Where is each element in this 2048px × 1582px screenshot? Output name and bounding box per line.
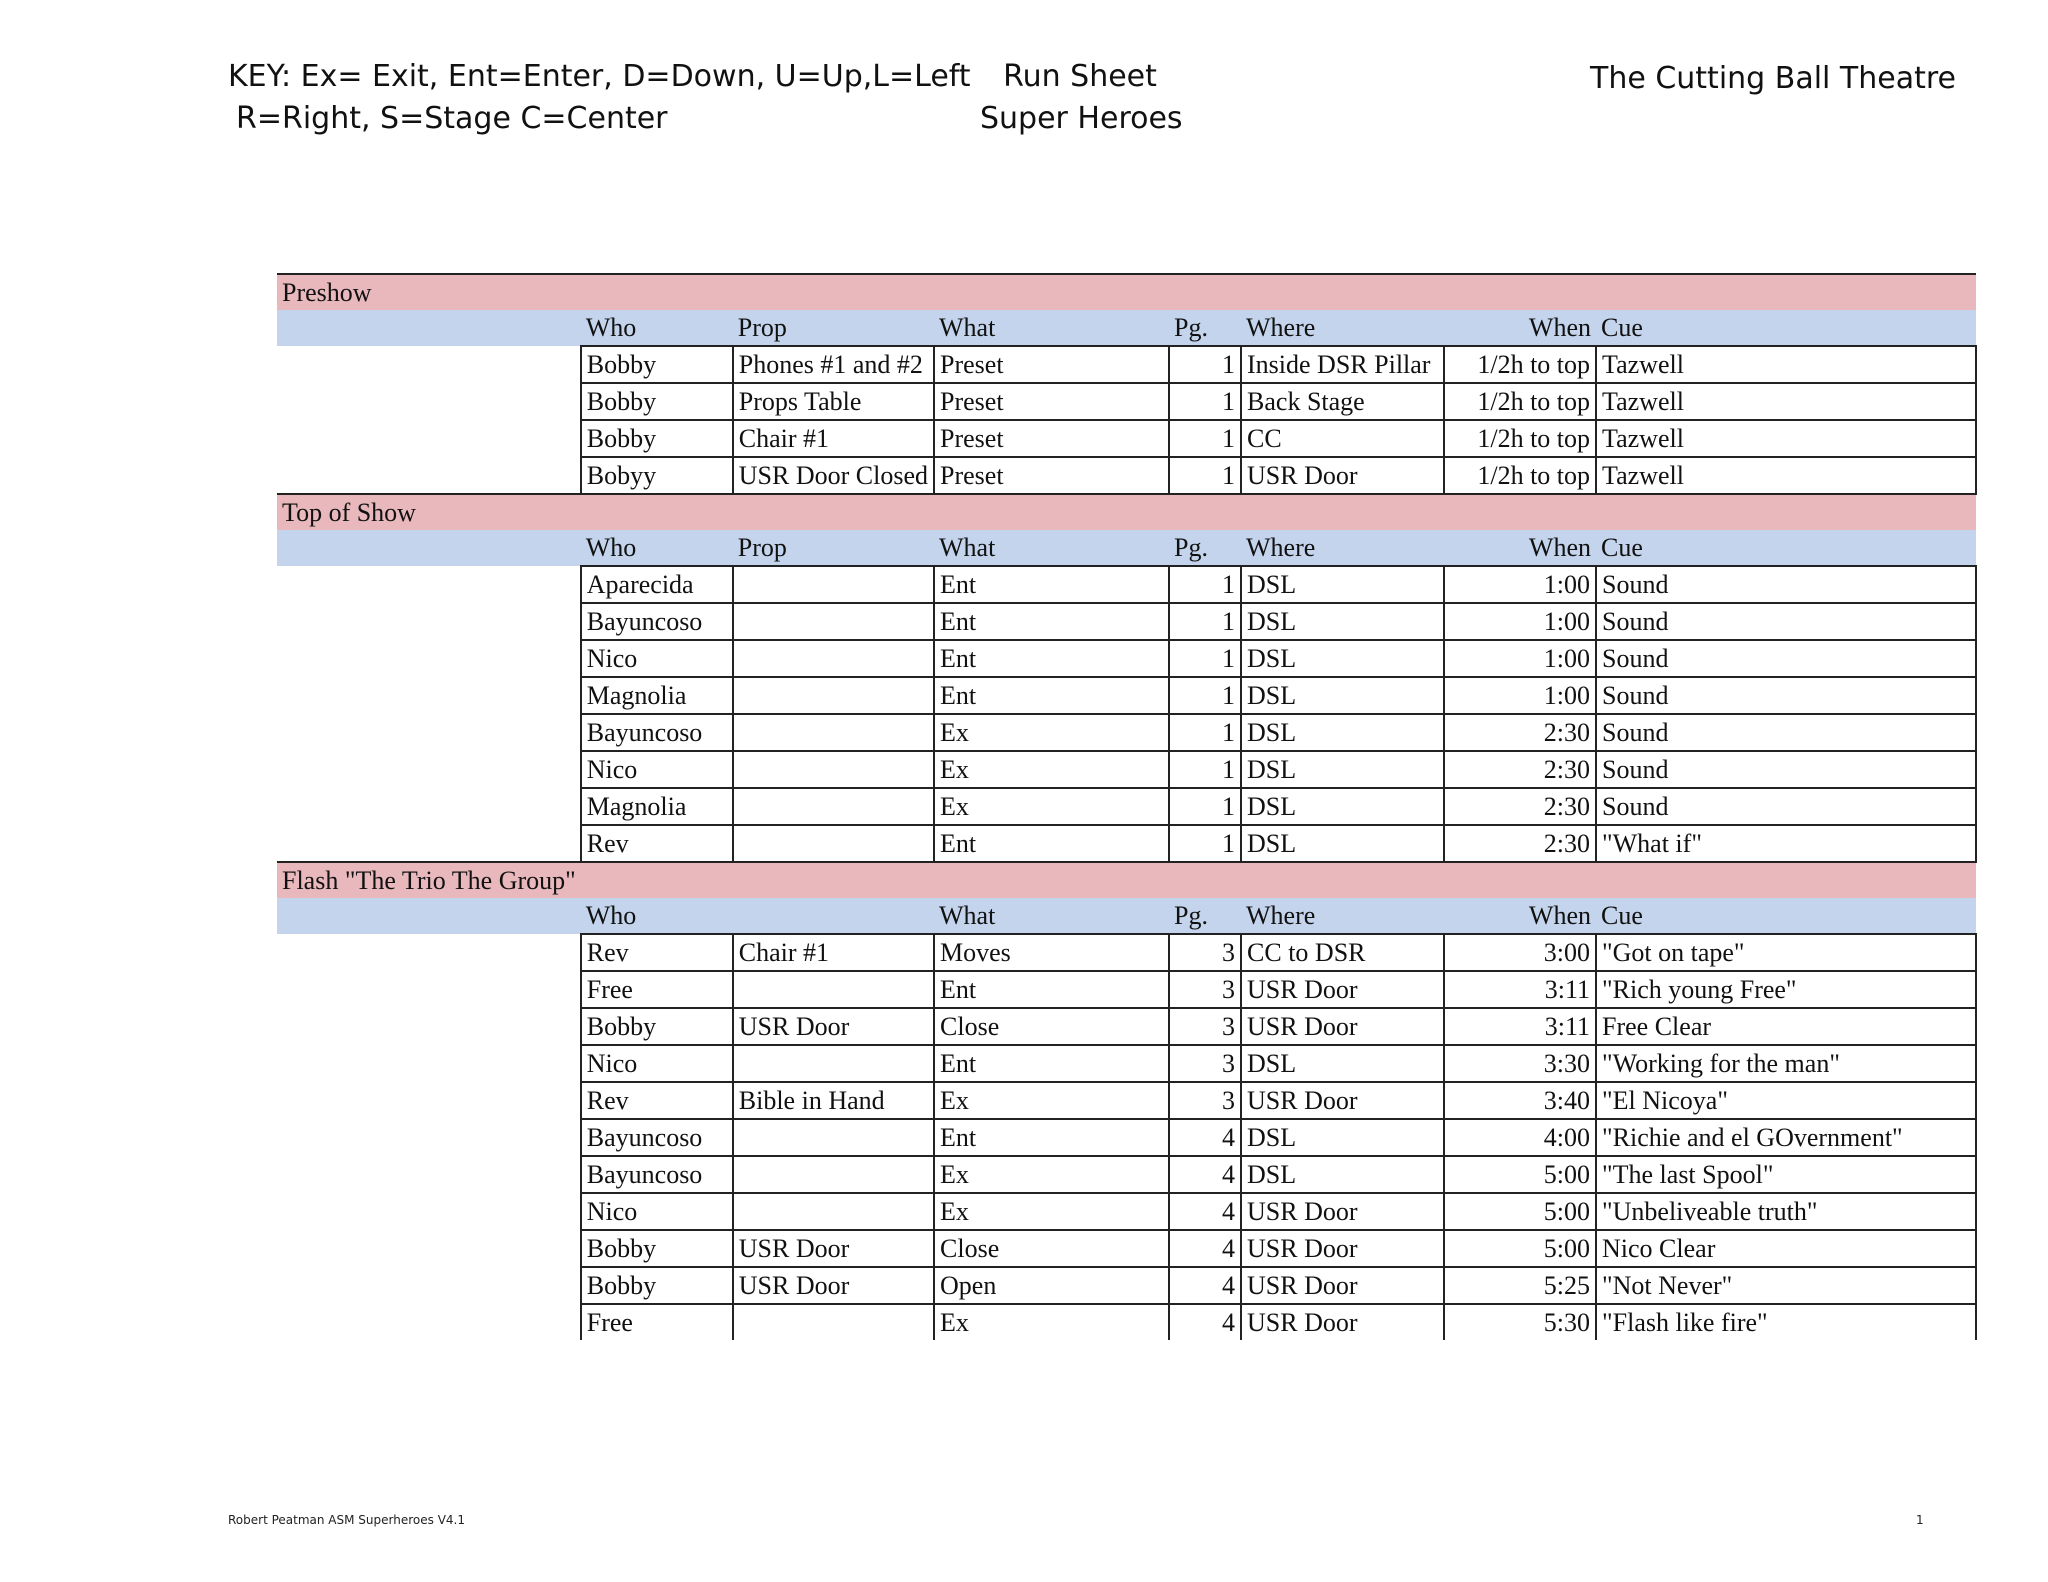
key-line-2: R=Right, S=Stage C=Center — [236, 101, 668, 136]
cell-pg: 4 — [1169, 1156, 1241, 1193]
cell-when: 3:30 — [1444, 1045, 1596, 1082]
cell-what: Ent — [934, 1119, 1169, 1156]
section-header-row — [277, 862, 1976, 898]
row-spacer — [277, 1267, 581, 1304]
row-spacer — [277, 1230, 581, 1267]
cell-what: Ex — [934, 1304, 1169, 1340]
cell-pg: 3 — [1169, 934, 1241, 971]
cell-cue: Sound — [1596, 603, 1976, 640]
cell-pg: 3 — [1169, 1082, 1241, 1119]
cell-who: Bobby — [581, 346, 733, 383]
section-band — [581, 494, 1976, 530]
row-spacer — [277, 1082, 581, 1119]
cell-when: 1/2h to top — [1444, 457, 1596, 494]
cell-who: Free — [581, 971, 733, 1008]
cell-what: Ent — [934, 640, 1169, 677]
cell-prop: USR Door — [733, 1267, 934, 1304]
cell-pg: 4 — [1169, 1267, 1241, 1304]
cell-when: 3:40 — [1444, 1082, 1596, 1119]
cell-who: Bayuncoso — [581, 1156, 733, 1193]
column-header-pg: Pg. — [1169, 310, 1241, 346]
cell-where: DSL — [1241, 751, 1444, 788]
row-spacer — [277, 1304, 581, 1340]
cell-cue: Tazwell — [1596, 383, 1976, 420]
section-header-row — [277, 274, 1976, 310]
cell-pg: 4 — [1169, 1304, 1241, 1340]
row-spacer — [277, 788, 581, 825]
cell-what: Moves — [934, 934, 1169, 971]
cell-when: 5:00 — [1444, 1193, 1596, 1230]
column-header-spacer — [277, 310, 581, 346]
cell-what: Ex — [934, 788, 1169, 825]
table-row — [277, 420, 1976, 457]
cell-when: 2:30 — [1444, 825, 1596, 862]
cell-who: Bayuncoso — [581, 603, 733, 640]
cell-what: Ent — [934, 603, 1169, 640]
cell-prop: USR Door — [733, 1230, 934, 1267]
cell-where: Back Stage — [1241, 383, 1444, 420]
cell-where: DSL — [1241, 1045, 1444, 1082]
cell-who: Nico — [581, 640, 733, 677]
cell-who: Bayuncoso — [581, 1119, 733, 1156]
cell-when: 3:00 — [1444, 934, 1596, 971]
column-header-prop — [733, 898, 934, 934]
cell-prop: Phones #1 and #2 — [733, 346, 934, 383]
run-sheet-table — [277, 273, 1977, 1340]
table-row — [277, 1008, 1976, 1045]
cell-when: 1:00 — [1444, 677, 1596, 714]
cell-pg: 1 — [1169, 677, 1241, 714]
column-header-row — [277, 530, 1976, 566]
cell-who: Bobby — [581, 383, 733, 420]
column-header-cue: Cue — [1596, 310, 1976, 346]
cell-where: USR Door — [1241, 1267, 1444, 1304]
cell-who: Nico — [581, 1045, 733, 1082]
sheet-title — [980, 56, 1183, 140]
table-row — [277, 971, 1976, 1008]
cell-cue: Tazwell — [1596, 420, 1976, 457]
cell-what: Ex — [934, 1082, 1169, 1119]
table-row — [277, 1156, 1976, 1193]
column-header-when: When — [1444, 530, 1596, 566]
cell-what: Ent — [934, 1045, 1169, 1082]
cell-what: Close — [934, 1230, 1169, 1267]
cell-where: DSL — [1241, 825, 1444, 862]
column-header-where: Where — [1241, 898, 1444, 934]
cell-prop — [733, 677, 934, 714]
cell-pg: 4 — [1169, 1230, 1241, 1267]
cell-where: DSL — [1241, 788, 1444, 825]
table-row — [277, 1082, 1976, 1119]
cell-pg: 3 — [1169, 1045, 1241, 1082]
cell-who: Bayuncoso — [581, 714, 733, 751]
cell-cue: Sound — [1596, 677, 1976, 714]
table-row — [277, 751, 1976, 788]
cell-pg: 1 — [1169, 640, 1241, 677]
cell-who: Rev — [581, 1082, 733, 1119]
cell-where: CC to DSR — [1241, 934, 1444, 971]
row-spacer — [277, 1193, 581, 1230]
cell-where: DSL — [1241, 1119, 1444, 1156]
key-legend — [228, 56, 971, 140]
column-header-who: Who — [581, 530, 733, 566]
column-header-row — [277, 310, 1976, 346]
cell-cue: "The last Spool" — [1596, 1156, 1976, 1193]
cell-prop: Bible in Hand — [733, 1082, 934, 1119]
key-line-1: KEY: Ex= Exit, Ent=Enter, D=Down, U=Up,L=Left — [228, 59, 971, 94]
column-header-what: What — [934, 898, 1169, 934]
section-header-row — [277, 494, 1976, 530]
section-band — [581, 862, 1976, 898]
table-row — [277, 457, 1976, 494]
cell-what: Ent — [934, 677, 1169, 714]
cell-who: Bobby — [581, 420, 733, 457]
column-header-cue: Cue — [1596, 898, 1976, 934]
column-header-who: Who — [581, 310, 733, 346]
cell-when: 2:30 — [1444, 788, 1596, 825]
cell-cue: "What if" — [1596, 825, 1976, 862]
cell-where: USR Door — [1241, 457, 1444, 494]
section-name: Flash "The Trio The Group" — [277, 862, 581, 898]
cell-where: DSL — [1241, 603, 1444, 640]
cell-who: Nico — [581, 1193, 733, 1230]
cell-where: DSL — [1241, 1156, 1444, 1193]
section-name: Preshow — [277, 274, 581, 310]
cell-pg: 1 — [1169, 420, 1241, 457]
cell-when: 3:11 — [1444, 971, 1596, 1008]
row-spacer — [277, 934, 581, 971]
cell-cue: "Got on tape" — [1596, 934, 1976, 971]
cell-when: 1:00 — [1444, 566, 1596, 603]
cell-cue: "Not Never" — [1596, 1267, 1976, 1304]
cell-prop — [733, 1119, 934, 1156]
cell-prop — [733, 1156, 934, 1193]
table-row — [277, 1230, 1976, 1267]
cell-what: Open — [934, 1267, 1169, 1304]
cell-prop — [733, 971, 934, 1008]
cell-prop — [733, 825, 934, 862]
cell-pg: 1 — [1169, 346, 1241, 383]
cell-when: 1/2h to top — [1444, 420, 1596, 457]
cell-cue: Sound — [1596, 788, 1976, 825]
table-row — [277, 566, 1976, 603]
cell-prop — [733, 603, 934, 640]
cell-when: 5:30 — [1444, 1304, 1596, 1340]
cell-where: USR Door — [1241, 1230, 1444, 1267]
cell-who: Magnolia — [581, 788, 733, 825]
table-row — [277, 1304, 1976, 1340]
column-header-prop: Prop — [733, 310, 934, 346]
column-header-spacer — [277, 898, 581, 934]
cell-pg: 1 — [1169, 383, 1241, 420]
column-header-row — [277, 898, 1976, 934]
column-header-cue: Cue — [1596, 530, 1976, 566]
row-spacer — [277, 825, 581, 862]
cell-prop: USR Door Closed — [733, 457, 934, 494]
cell-what: Ex — [934, 714, 1169, 751]
cell-when: 2:30 — [1444, 714, 1596, 751]
cell-prop — [733, 566, 934, 603]
cell-where: DSL — [1241, 714, 1444, 751]
cell-where: DSL — [1241, 677, 1444, 714]
cell-pg: 4 — [1169, 1119, 1241, 1156]
row-spacer — [277, 1156, 581, 1193]
cell-cue: Sound — [1596, 751, 1976, 788]
cell-who: Bobby — [581, 1008, 733, 1045]
cell-where: DSL — [1241, 640, 1444, 677]
table-row — [277, 1267, 1976, 1304]
row-spacer — [277, 714, 581, 751]
cell-where: USR Door — [1241, 971, 1444, 1008]
cell-cue: "Rich young Free" — [1596, 971, 1976, 1008]
cell-pg: 1 — [1169, 566, 1241, 603]
cell-prop: Chair #1 — [733, 934, 934, 971]
cell-cue: "Unbeliveable truth" — [1596, 1193, 1976, 1230]
cell-where: USR Door — [1241, 1304, 1444, 1340]
cell-who: Bobby — [581, 1230, 733, 1267]
cell-pg: 3 — [1169, 1008, 1241, 1045]
cell-who: Nico — [581, 751, 733, 788]
table-row — [277, 1045, 1976, 1082]
cell-prop: Chair #1 — [733, 420, 934, 457]
cell-when: 1:00 — [1444, 640, 1596, 677]
cell-what: Preset — [934, 457, 1169, 494]
cell-pg: 4 — [1169, 1193, 1241, 1230]
cell-prop — [733, 1045, 934, 1082]
cell-who: Rev — [581, 825, 733, 862]
column-header-what: What — [934, 310, 1169, 346]
cell-when: 5:25 — [1444, 1267, 1596, 1304]
cell-when: 4:00 — [1444, 1119, 1596, 1156]
cell-who: Bobby — [581, 1267, 733, 1304]
cell-pg: 1 — [1169, 788, 1241, 825]
row-spacer — [277, 971, 581, 1008]
row-spacer — [277, 677, 581, 714]
column-header-when: When — [1444, 898, 1596, 934]
page-number: 1 — [1916, 1513, 1924, 1527]
cell-pg: 1 — [1169, 714, 1241, 751]
cell-who: Free — [581, 1304, 733, 1340]
row-spacer — [277, 420, 581, 457]
cell-what: Preset — [934, 346, 1169, 383]
cell-prop — [733, 640, 934, 677]
row-spacer — [277, 751, 581, 788]
cell-cue: "Richie and el GOvernment" — [1596, 1119, 1976, 1156]
cell-cue: Tazwell — [1596, 457, 1976, 494]
column-header-when: When — [1444, 310, 1596, 346]
cell-prop — [733, 788, 934, 825]
cell-prop: USR Door — [733, 1008, 934, 1045]
table-row — [277, 346, 1976, 383]
cell-cue: Free Clear — [1596, 1008, 1976, 1045]
title-line-1: Run Sheet — [1003, 59, 1157, 94]
footer-text: Robert Peatman ASM Superheroes V4.1 — [228, 1513, 465, 1527]
cell-pg: 3 — [1169, 971, 1241, 1008]
column-header-prop: Prop — [733, 530, 934, 566]
cell-who: Bobyy — [581, 457, 733, 494]
row-spacer — [277, 566, 581, 603]
row-spacer — [277, 603, 581, 640]
cell-when: 3:11 — [1444, 1008, 1596, 1045]
table-row — [277, 1119, 1976, 1156]
cell-what: Ex — [934, 1156, 1169, 1193]
cell-when: 1:00 — [1444, 603, 1596, 640]
cell-what: Ent — [934, 566, 1169, 603]
cell-prop — [733, 714, 934, 751]
column-header-where: Where — [1241, 310, 1444, 346]
row-spacer — [277, 383, 581, 420]
cell-who: Rev — [581, 934, 733, 971]
title-line-2: Super Heroes — [980, 101, 1183, 136]
cell-prop: Props Table — [733, 383, 934, 420]
cell-pg: 1 — [1169, 825, 1241, 862]
cell-pg: 1 — [1169, 751, 1241, 788]
row-spacer — [277, 640, 581, 677]
cell-when: 2:30 — [1444, 751, 1596, 788]
section-name: Top of Show — [277, 494, 581, 530]
cell-prop — [733, 1304, 934, 1340]
cell-pg: 1 — [1169, 457, 1241, 494]
cell-who: Magnolia — [581, 677, 733, 714]
table-row — [277, 603, 1976, 640]
cell-cue: "Working for the man" — [1596, 1045, 1976, 1082]
cell-what: Ex — [934, 1193, 1169, 1230]
row-spacer — [277, 1008, 581, 1045]
column-header-what: What — [934, 530, 1169, 566]
cell-what: Ent — [934, 825, 1169, 862]
cell-cue: "El Nicoya" — [1596, 1082, 1976, 1119]
table-row — [277, 788, 1976, 825]
cell-where: DSL — [1241, 566, 1444, 603]
cell-where: CC — [1241, 420, 1444, 457]
cell-cue: Tazwell — [1596, 346, 1976, 383]
company-name: The Cutting Ball Theatre — [1590, 61, 1956, 96]
row-spacer — [277, 457, 581, 494]
column-header-spacer — [277, 530, 581, 566]
cell-cue: Sound — [1596, 640, 1976, 677]
table-row — [277, 934, 1976, 971]
column-header-where: Where — [1241, 530, 1444, 566]
column-header-who: Who — [581, 898, 733, 934]
cell-prop — [733, 1193, 934, 1230]
cell-prop — [733, 751, 934, 788]
cell-what: Preset — [934, 420, 1169, 457]
cell-cue: Sound — [1596, 566, 1976, 603]
cell-when: 1/2h to top — [1444, 383, 1596, 420]
row-spacer — [277, 1119, 581, 1156]
cell-where: USR Door — [1241, 1008, 1444, 1045]
row-spacer — [277, 1045, 581, 1082]
table-row — [277, 714, 1976, 751]
column-header-pg: Pg. — [1169, 898, 1241, 934]
column-header-pg: Pg. — [1169, 530, 1241, 566]
cell-what: Ent — [934, 971, 1169, 1008]
table-row — [277, 1193, 1976, 1230]
cell-when: 5:00 — [1444, 1156, 1596, 1193]
cell-cue: Nico Clear — [1596, 1230, 1976, 1267]
row-spacer — [277, 346, 581, 383]
cell-where: USR Door — [1241, 1082, 1444, 1119]
cell-cue: "Flash like fire" — [1596, 1304, 1976, 1340]
section-band — [581, 274, 1976, 310]
cell-where: USR Door — [1241, 1193, 1444, 1230]
cell-what: Close — [934, 1008, 1169, 1045]
cell-what: Ex — [934, 751, 1169, 788]
table-row — [277, 383, 1976, 420]
cell-when: 5:00 — [1444, 1230, 1596, 1267]
table-row — [277, 677, 1976, 714]
table-row — [277, 640, 1976, 677]
cell-cue: Sound — [1596, 714, 1976, 751]
cell-who: Aparecida — [581, 566, 733, 603]
cell-when: 1/2h to top — [1444, 346, 1596, 383]
cell-what: Preset — [934, 383, 1169, 420]
cell-where: Inside DSR Pillar — [1241, 346, 1444, 383]
cell-pg: 1 — [1169, 603, 1241, 640]
table-row — [277, 825, 1976, 862]
